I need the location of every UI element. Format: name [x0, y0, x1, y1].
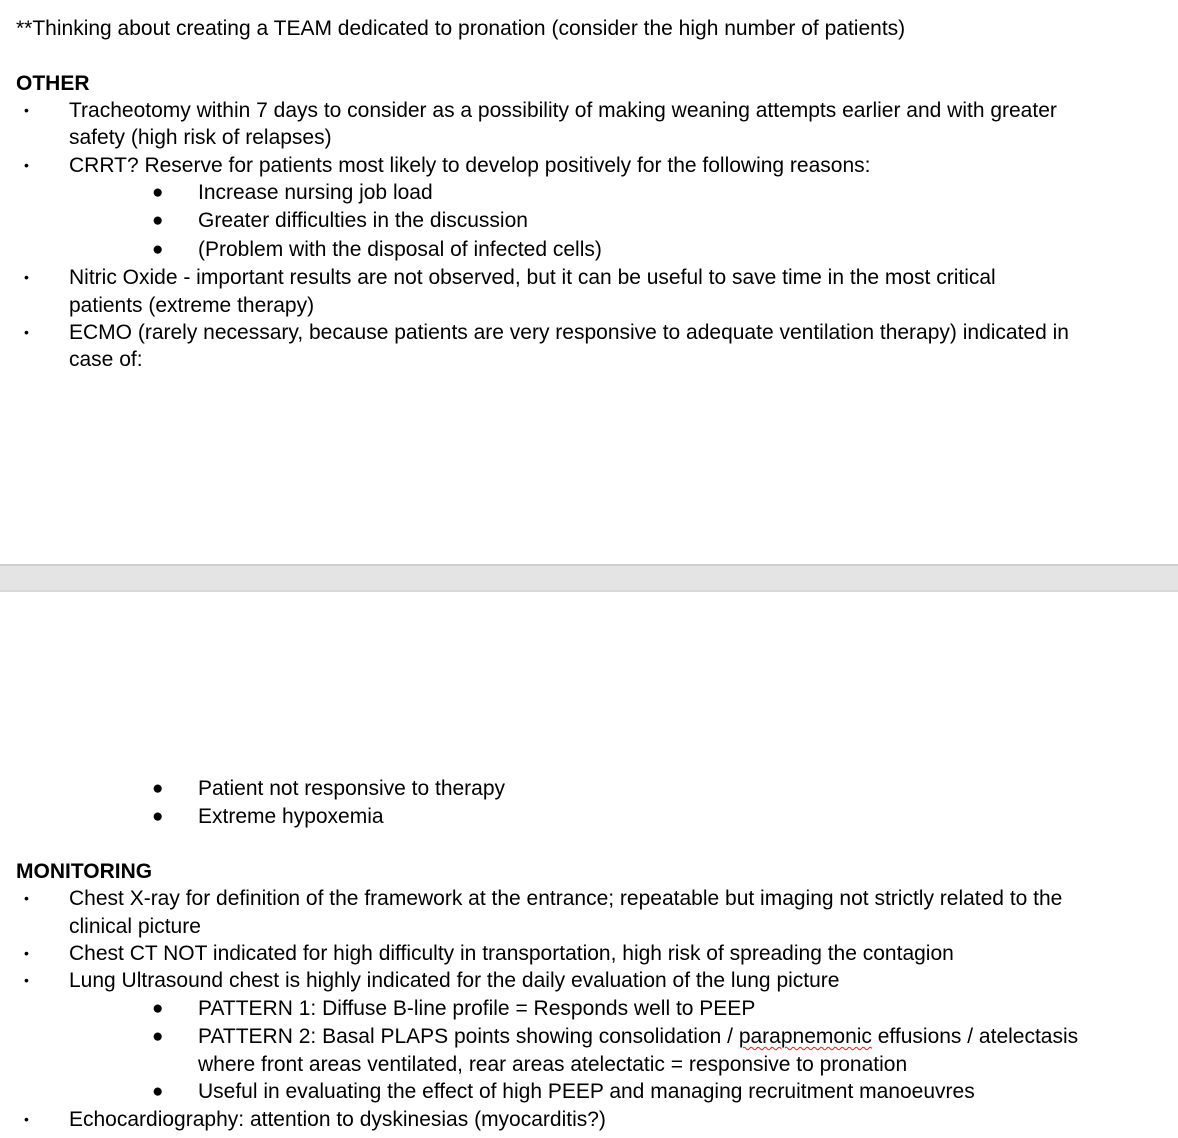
page-break	[0, 564, 1178, 592]
intro-note: **Thinking about creating a TEAM dedicated to pronation (consider the high number of patients)	[16, 17, 906, 40]
sub-bullet: ●	[152, 778, 164, 799]
list-item-chest-ct: Chest CT NOT indicated for high difficulty in transportation, high risk of spreading the contagion	[69, 942, 954, 965]
section-heading-other: OTHER	[16, 72, 90, 95]
list-item-chest-xray-cont: clinical picture	[69, 915, 201, 938]
list-item-nitric-oxide: Nitric Oxide - important results are not observed, but it can be useful to save time in the most critical	[69, 266, 996, 289]
list-item-crrt: CRRT? Reserve for patients most likely to develop positively for the following reasons:	[69, 154, 871, 177]
bullet: •	[24, 945, 29, 961]
pattern-2-text-end: effusions / atelectasis	[871, 1025, 1079, 1048]
list-item-ecmo: ECMO (rarely necessary, because patients are very responsive to adequate ventilation therapy) indicated in	[69, 321, 1069, 344]
sub-item-high-peep: Useful in evaluating the effect of high PEEP and managing recruitment manoeuvres	[198, 1080, 975, 1103]
sub-item-pattern-1: PATTERN 1: Diffuse B-line profile = Responds well to PEEP	[198, 997, 756, 1020]
sub-item-crrt-reason: Increase nursing job load	[198, 181, 433, 204]
bullet: •	[24, 102, 29, 118]
sub-bullet: ●	[152, 1081, 164, 1102]
list-item-tracheotomy-cont: safety (high risk of relapses)	[69, 126, 332, 149]
sub-item-ecmo-case: Extreme hypoxemia	[198, 805, 384, 828]
list-item-lung-ultrasound: Lung Ultrasound chest is highly indicated for the daily evaluation of the lung picture	[69, 969, 840, 992]
list-item-tracheotomy: Tracheotomy within 7 days to consider as a possibility of making weaning attempts earlier and with greater	[69, 99, 1057, 122]
section-heading-monitoring: MONITORING	[16, 860, 153, 883]
bullet: •	[24, 890, 29, 906]
sub-bullet: ●	[152, 239, 164, 260]
sub-bullet: ●	[152, 182, 164, 203]
list-item-ecmo-cont: case of:	[69, 348, 143, 371]
list-item-nitric-oxide-cont: patients (extreme therapy)	[69, 294, 315, 317]
pattern-2-text: PATTERN 2: Basal PLAPS points showing consolidation /	[198, 1025, 739, 1048]
bullet: •	[24, 324, 29, 340]
sub-bullet: ●	[152, 1026, 164, 1047]
bullet: •	[24, 157, 29, 173]
list-item-echocardiography: Echocardiography: attention to dyskinesias (myocarditis?)	[69, 1108, 606, 1131]
sub-item-pattern-2-cont: where front areas ventilated, rear areas atelectatic = responsive to pronation	[198, 1053, 908, 1076]
bullet: •	[24, 269, 29, 285]
misspelled-word[interactable]: parapnemonic	[738, 1025, 872, 1048]
sub-bullet: ●	[152, 806, 164, 827]
sub-item-crrt-reason: Greater difficulties in the discussion	[198, 209, 528, 232]
sub-bullet: ●	[152, 998, 164, 1019]
sub-bullet: ●	[152, 210, 164, 231]
bullet: •	[24, 972, 29, 988]
sub-item-ecmo-case: Patient not responsive to therapy	[198, 777, 506, 800]
bullet: •	[24, 1111, 29, 1127]
list-item-chest-xray: Chest X-ray for definition of the framework at the entrance; repeatable but imaging not strictly related to the	[69, 887, 1063, 910]
sub-item-pattern-2	[198, 1023, 1173, 1051]
sub-item-crrt-reason: (Problem with the disposal of infected cells)	[198, 238, 602, 261]
